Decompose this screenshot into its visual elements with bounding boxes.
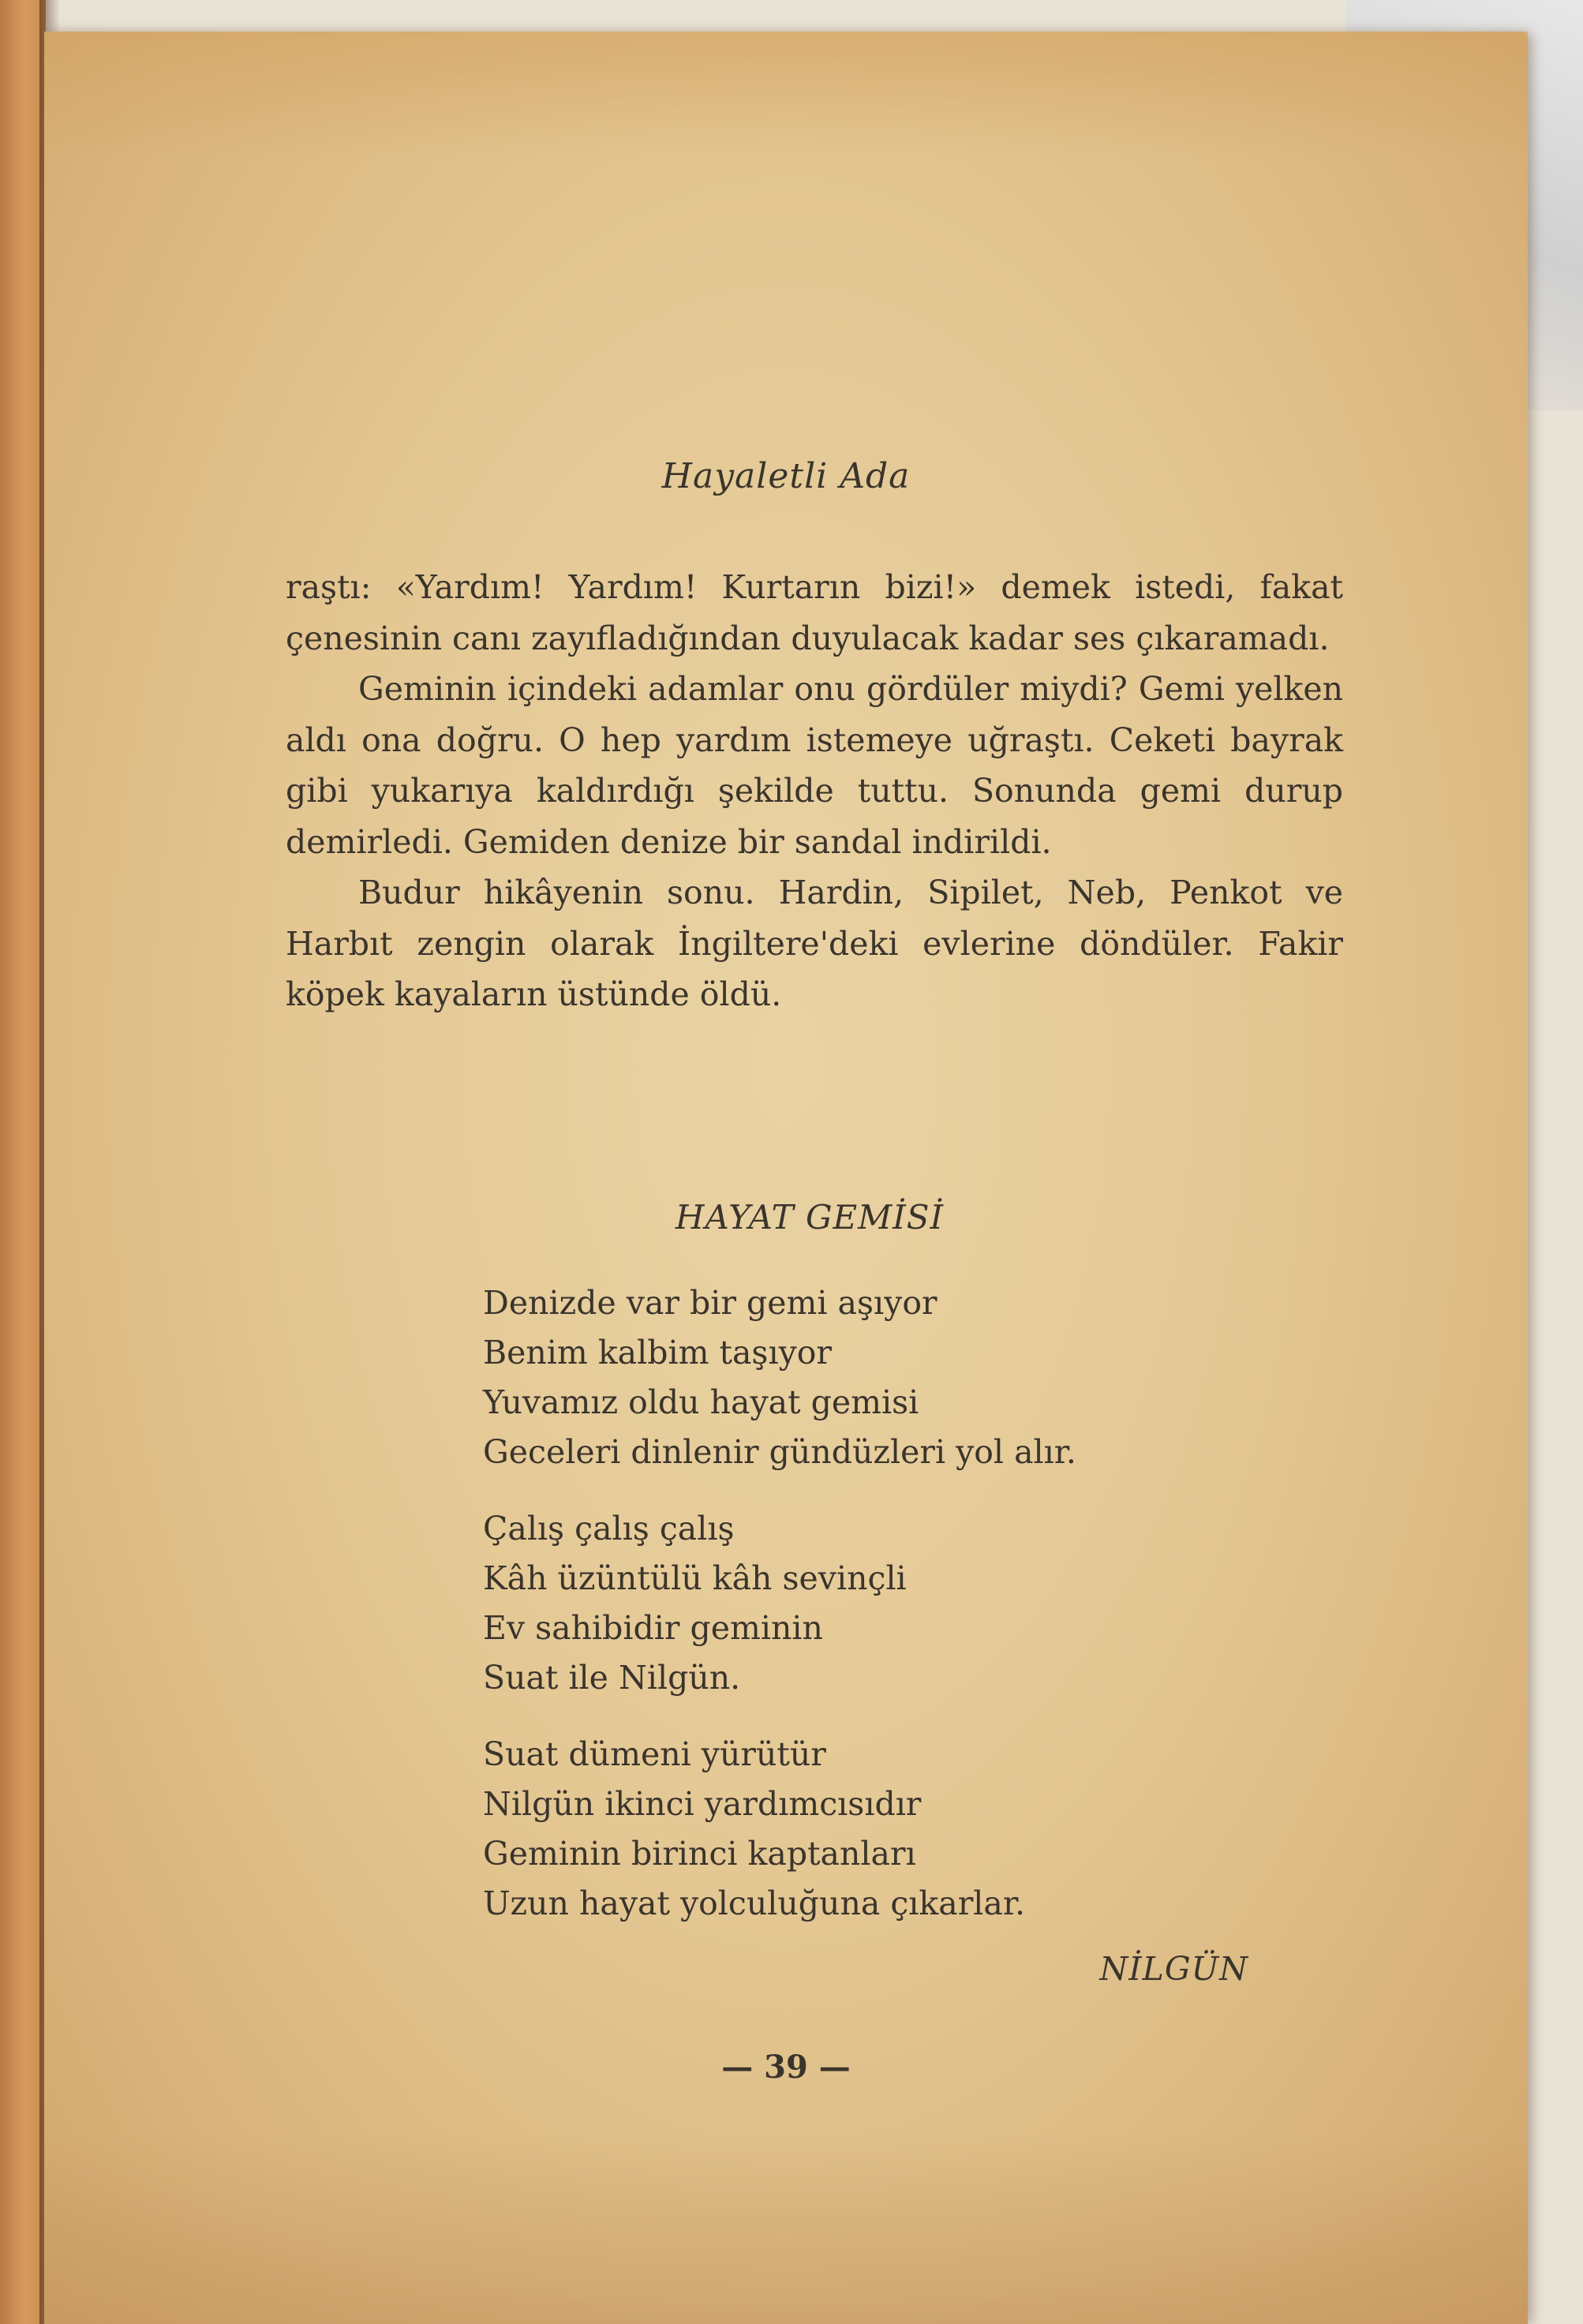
poem-body [483, 1278, 1351, 1955]
page-top-shade [44, 32, 1528, 158]
paragraph: Geminin içindeki adamlar onu gördüler miydi? Gemi yelken aldı ona doğru. O hep yardım istemeye uğraştı. Ceketi bayrak gibi yukarıya kaldırdığı şekilde tuttu. Sonunda gemi durup demirledi. Gemiden denize bir sandal indirildi. [286, 670, 1343, 861]
poem-line: Suat ile Nilgün. [483, 1659, 741, 1697]
poem-author: NİLGÜN [1099, 1950, 1248, 1988]
poem-line: Denizde var bir gemi aşıyor [483, 1284, 937, 1322]
poem-line: Çalış çalış çalış [483, 1510, 735, 1547]
book-page [44, 32, 1528, 2324]
poem-stanza [483, 1730, 1351, 1929]
running-head: Hayaletli Ada [661, 456, 911, 496]
poem-line: Geminin birinci kaptanları [483, 1835, 916, 1873]
poem-line: Yuvamız oldu hayat gemisi [483, 1383, 919, 1421]
paragraph: Budur hikâyenin sonu. Hardin, Sipilet, Neb, Penkot ve Harbıt zengin olarak İngiltere'deki evlerine döndüler. Fakir köpek kayaların üstünde öldü. [286, 874, 1343, 1013]
page-number: — 39 — [721, 2049, 851, 2086]
prose-body [286, 562, 1343, 1020]
poem-line: Geceleri dinlenir gündüzleri yol alır. [483, 1433, 1076, 1471]
poem-line: Kâh üzüntülü kâh sevinçli [483, 1559, 907, 1597]
poem-line: Nilgün ikinci yardımcısıdır [483, 1785, 922, 1823]
poem-stanza [483, 1504, 1351, 1703]
poem-line: Benim kalbim taşıyor [483, 1334, 833, 1372]
poem-line: Ev sahibidir geminin [483, 1609, 823, 1647]
poem-stanza [483, 1278, 1351, 1477]
page-bottom-shade [44, 2135, 1528, 2324]
poem-title: HAYAT GEMİSİ [675, 1198, 945, 1237]
poem-line: Suat dümeni yürütür [483, 1735, 826, 1773]
paragraph-continued: raştı: «Yardım! Yardım! Kurtarın bizi!» demek istedi, fakat çenesinin canı zayıfladığından duyulacak kadar ses çıkaramadı. [286, 568, 1343, 657]
poem-line: Uzun hayat yolculuğuna çıkarlar. [483, 1884, 1025, 1922]
